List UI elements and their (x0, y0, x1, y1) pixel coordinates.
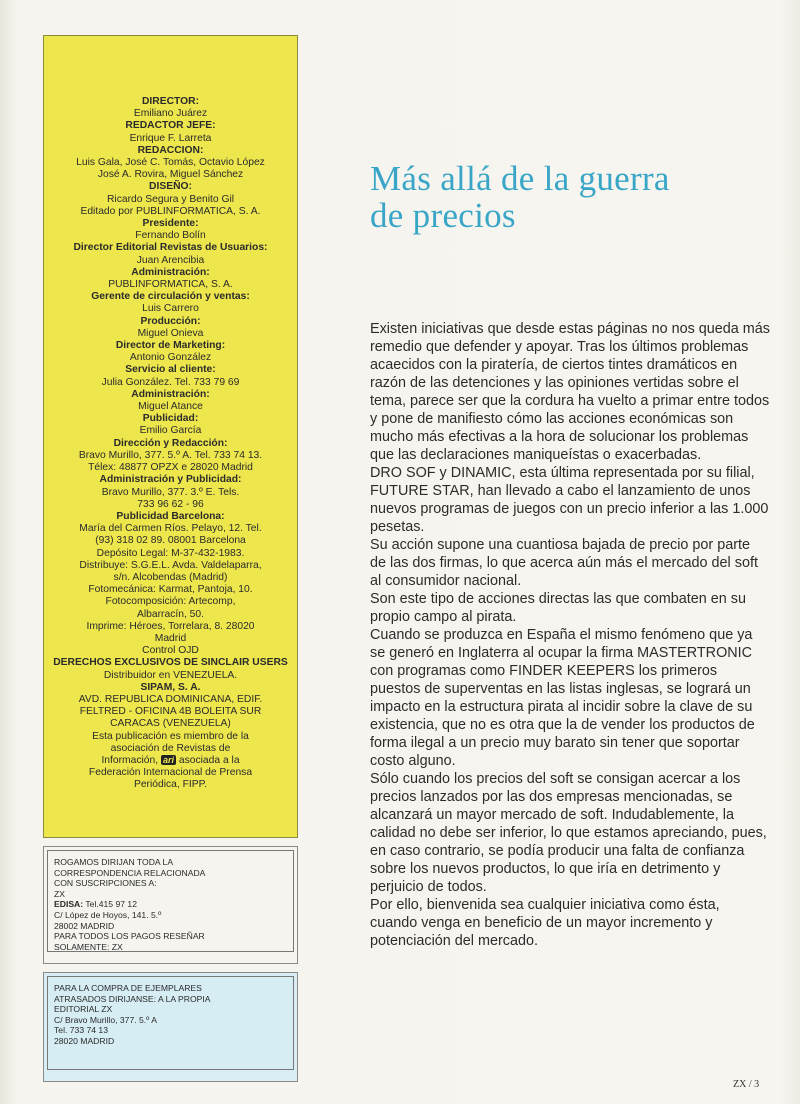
masthead-role: Director Editorial Revistas de Usuarios: (73, 242, 268, 254)
subscriptions-box (43, 846, 298, 964)
subscriptions-address-line: 28002 MADRID (54, 920, 115, 931)
masthead-value: Distribuye: S.G.E.L. Avda. Valdelaparra, (79, 559, 262, 571)
masthead-role: DIRECTOR: (141, 96, 199, 107)
article-paragraph: Cuando se produzca en España el mismo fenómeno que ya se generó en Inglaterra al ocupar la firma MASTERTRONIC con programas como FINDER KEEPERS los primeros puestos de superventas en las listas inglesas, se logrará un impacto en la estructura pirata al incidir sobre la clave de su existencia, que no es otra que la de vender los productos de forma ilegal a un precio muy barato sin tener que soportar costo alguno. (370, 627, 755, 769)
masthead-value: Luis Gala, José C. Tomás, Octavio López (76, 157, 265, 169)
masthead-value: Miguel Onieva (137, 327, 204, 339)
masthead-value: FELTRED - OFICINA 4B BOLEITA SUR (79, 706, 262, 718)
masthead-value: Emiliano Juárez (133, 108, 208, 120)
article-title-line-2: de precios (370, 196, 516, 235)
masthead-value: Julia González. Tel. 733 79 69 (101, 376, 240, 388)
back-issues-box (43, 972, 298, 1082)
edisa-tel: Tel.415 97 12 (85, 899, 137, 910)
subscriptions-box-inner (47, 850, 294, 952)
masthead-role: Director de Marketing: (115, 340, 226, 352)
masthead-role: Producción: (140, 315, 201, 327)
masthead-value: (93) 318 02 89. 08001 Barcelona (95, 535, 246, 547)
masthead-value: Distribuidor en VENEZUELA. (103, 669, 238, 681)
masthead-value: 733 96 62 - 96 (137, 498, 204, 510)
subscriptions-address-line: C/ López de Hoyos, 141. 5.º (54, 909, 162, 920)
masthead-credits (43, 35, 298, 838)
masthead-value: Antonio González (129, 352, 212, 364)
masthead-role: SIPAM, S. A. (140, 681, 201, 693)
masthead-value: Madrid (154, 632, 187, 644)
masthead-entries (44, 96, 297, 755)
subscriptions-address-line: PARA TODOS LOS PAGOS RESEÑAR (54, 931, 205, 942)
masthead-value: Télex: 48877 OPZX e 28020 Madrid (88, 462, 253, 474)
masthead-value: Bravo Murillo, 377. 5.º A. Tel. 733 74 13. (78, 449, 263, 461)
back-issues-box-inner (47, 976, 294, 1070)
back-issues-line: EDITORIAL ZX (54, 1004, 113, 1015)
masthead-value: Fotomecánica: Karmat, Pantoja, 10. (88, 584, 253, 596)
masthead-value: Imprime: Héroes, Torrelara, 8. 28020 (86, 620, 255, 632)
page-folio: ZX / 3 (733, 1079, 760, 1090)
subscriptions-line: CON SUSCRIPCIONES A: (54, 878, 157, 889)
masthead-value: Fernando Bolín (135, 230, 206, 242)
closing-suffix: asociada a la (178, 754, 240, 766)
masthead-value: Depósito Legal: M-37-432-1983. (96, 547, 245, 559)
masthead-value: Editado por PUBLINFORMATICA, S. A. (80, 205, 261, 217)
masthead-value: Miguel Atance (138, 401, 203, 413)
article-paragraph: Sólo cuando los precios del soft se consigan acercar a los precios lanzados por las dos empresas mencionadas, se alcanzará un mayor mercado de soft. Indudablemente, la calidad no debe ser inferior, lo que estamos apreciando, pues, en caso contrario, se podía producir una falta de confianza sobre los nuevos productos, lo que iría en detrimento y perjuicio de todos. (370, 771, 767, 895)
back-issues-line: C/ Bravo Murillo, 377. 5.º A (54, 1014, 157, 1025)
masthead-value: Control OJD (142, 645, 199, 657)
masthead-role: Administración: (131, 266, 210, 278)
masthead-role: Administración: (131, 388, 210, 400)
masthead-value: Ricardo Segura y Benito Gil (106, 193, 235, 205)
article-paragraph: Por ello, bienvenida sea cualquier iniciativa como ésta, cuando venga en beneficio de un mayor incremento y potenciación del mercado. (370, 897, 720, 949)
article-body (370, 320, 770, 950)
subscriptions-line: CORRESPONDENCIA RELACIONADA (54, 867, 206, 878)
masthead-role: Administración y Publicidad: (99, 474, 242, 486)
masthead-role: Servicio al cliente: (125, 364, 216, 376)
masthead-value: José A. Rovira, Miguel Sánchez (97, 169, 244, 181)
masthead-value: María del Carmen Ríos. Pelayo, 12. Tel. (79, 523, 262, 535)
masthead-role: Gerente de circulación y ventas: (91, 291, 250, 303)
back-issues-line: PARA LA COMPRA DE EJEMPLARES (54, 983, 202, 993)
edisa-label: EDISA: (54, 899, 84, 910)
masthead-role: REDACTOR JEFE: (125, 120, 216, 132)
closing-line-2: Periódica, FIPP. (133, 779, 208, 791)
article-paragraph: Existen iniciativas que desde estas páginas no nos queda más remedio que defender y apoyar. Tras los últimos problemas acaecidos con la piratería, de ciertos tintes dramáticos en razón de las detenciones y las opiniones vertidas sobre el tema, parece ser que la cordura ha vuelto a primar entre todos y pone de manifiesto cómo las acciones económicas son mucho más efectivas a la hora de solucionar los problemas que las declaraciones maniqueístas o exacerbadas. (370, 321, 770, 463)
masthead-value: Bravo Murillo, 377. 3.º E. Tels. (101, 486, 240, 498)
article-paragraph: DRO SOF y DINAMIC, esta última representada por su filial, FUTURE STAR, han llevado a cabo el lanzamiento de unos nuevos programas de juegos con un precio inferior a las 1.000 pesetas. (370, 465, 769, 535)
masthead-value: s/n. Alcobendas (Madrid) (113, 571, 228, 583)
masthead-role: DISEÑO: (149, 181, 192, 193)
masthead-value: PUBLINFORMATICA, S. A. (108, 279, 233, 291)
masthead-role: DERECHOS EXCLUSIVOS DE SINCLAIR USERS (53, 657, 288, 669)
edisa-line (54, 899, 293, 910)
masthead-value: CARACAS (VENEZUELA) (110, 718, 231, 730)
masthead-role: Dirección y Redacción: (113, 437, 228, 449)
masthead-role: Presidente: (142, 218, 199, 230)
closing-line-1: Federación Internacional de Prensa (88, 767, 253, 779)
back-issues-line: 28020 MADRID (54, 1035, 115, 1046)
closing-prefix: Información, (101, 754, 159, 766)
masthead-value: Albarracín, 50. (137, 608, 204, 620)
subscriptions-line: ROGAMOS DIRIJAN TODA LA (54, 857, 174, 867)
masthead-value: Enrique F. Larreta (129, 132, 212, 144)
back-issues-line: Tel. 733 74 13 (54, 1025, 108, 1036)
masthead-value: Esta publicación es miembro de la (92, 730, 249, 742)
masthead-role: Publicidad Barcelona: (116, 510, 225, 522)
article-title-line-1: Más allá de la guerra (370, 159, 670, 198)
subscriptions-address-line: SOLAMENTE: ZX (54, 941, 123, 952)
masthead-value: Emilio García (139, 425, 202, 437)
back-issues-line: ATRASADOS DIRIJANSE: A LA PROPIA (54, 993, 211, 1004)
masthead-value: Juan Arencibia (136, 254, 205, 266)
masthead-value: Luis Carrero (142, 303, 199, 315)
masthead-value: Fotocomposición: Artecomp, (105, 596, 236, 608)
subscriptions-line: ZX (54, 888, 65, 899)
masthead-role: REDACCION: (137, 144, 204, 156)
article-paragraph: Son este tipo de acciones directas las que combaten en su propio campo al pirata. (370, 591, 746, 625)
article-title (370, 160, 770, 234)
masthead-role: Publicidad: (142, 413, 199, 425)
article-paragraph: Su acción supone una cuantiosa bajada de precio por parte de las dos firmas, lo que acerca aún más el mercado del soft al consumidor nacional. (370, 537, 758, 589)
masthead-value: asociación de Revistas de (110, 742, 231, 754)
ari-logo-icon: ari (162, 754, 174, 765)
masthead-value: AVD. REPUBLICA DOMINICANA, EDIF. (78, 693, 263, 705)
masthead-closing (44, 755, 297, 767)
